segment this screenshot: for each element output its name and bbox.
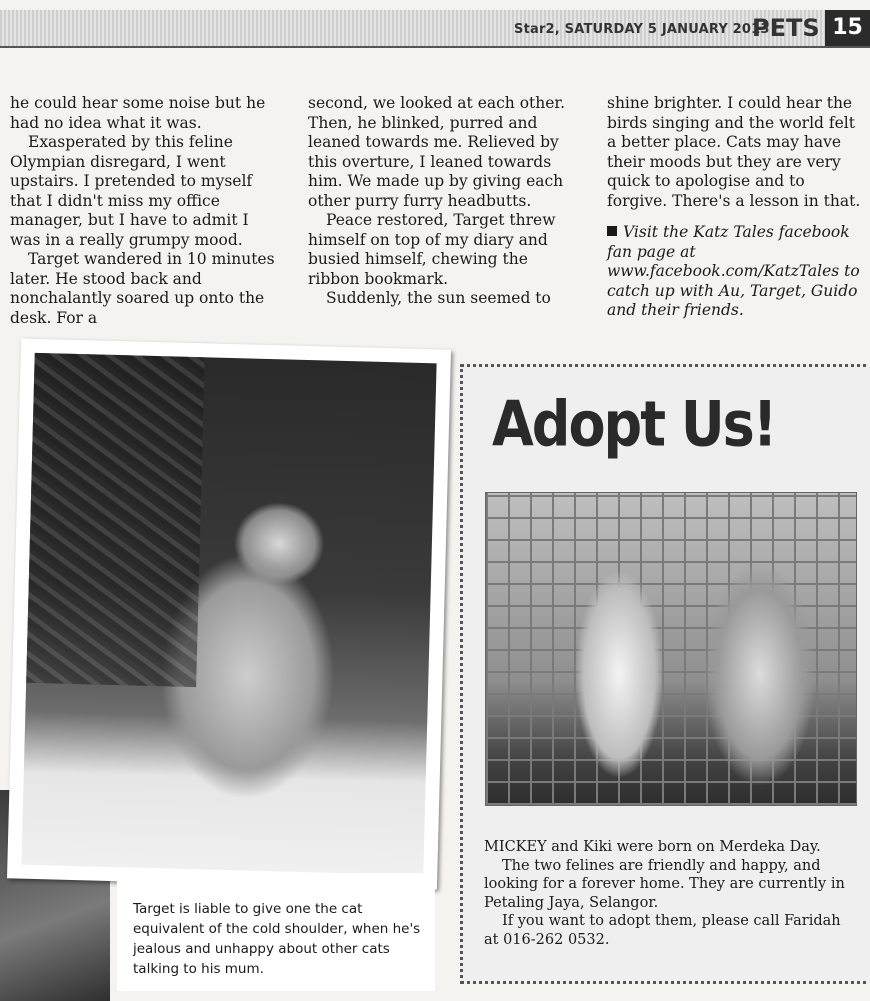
foliage-background: [26, 353, 205, 687]
page-header: [0, 10, 870, 48]
paragraph: shine brighter. I could hear the birds singing and the world felt a better place. Cats may have their moods but they are very quick to apologise and to forgive. There's a lesson in that.: [607, 94, 861, 210]
adopt-description: [484, 838, 856, 949]
section-name: PETS: [752, 14, 820, 42]
paragraph: Target wandered in 10 minutes later. He stood back and nonchalantly soared up onto the desk. For a: [10, 250, 275, 327]
adopt-paragraph: If you want to adopt them, please call Faridah at 016-262 0532.: [484, 913, 841, 948]
article-column-2: [308, 94, 580, 309]
square-bullet-icon: [607, 226, 617, 236]
photo-caption: Target is liable to give one the cat equivalent of the cold shoulder, when he's jealous and unhappy about other cats talking to his mum.: [133, 901, 421, 977]
adopt-paragraph: The two felines are friendly and happy, and looking for a forever home. They are currently in Petaling Jaya, Selangor.: [484, 857, 845, 911]
paragraph: he could hear some noise but he had no idea what it was.: [10, 94, 266, 132]
paragraph: Exasperated by this feline Olympian disregard, I went upstairs. I pretended to myself that I didn't miss my office manager, but I have to admit I was in a really grumpy mood.: [10, 133, 253, 249]
kittens-photo: [485, 492, 857, 806]
dateline: Star2, SATURDAY 5 JANUARY 2013: [514, 22, 770, 37]
photo-caption-box: [117, 873, 435, 991]
article-column-1: [10, 94, 282, 328]
cat-photo-target: [7, 338, 451, 889]
paragraph: second, we looked at each other. Then, he blinked, purred and leaned towards me. Relieved by this overture, I leaned towards him. We made up by giving each other purry furry headbutts.: [308, 94, 566, 210]
paragraph: Peace restored, Target threw himself on top of my diary and busied himself, chewing the ribbon bookmark.: [308, 211, 556, 288]
adopt-paragraph: MICKEY and Kiki were born on Merdeka Day.: [484, 839, 821, 855]
page-number: 15: [825, 10, 870, 46]
adopt-title: Adopt Us!: [492, 388, 776, 461]
article-column-3: [607, 94, 869, 321]
promo-text: Visit the Katz Tales facebook fan page at www.facebook.com/KatzTales to catch up with Au, Target, Guido and their friends.: [607, 223, 860, 319]
paragraph: Suddenly, the sun seemed to: [326, 289, 551, 307]
promo-note: [607, 223, 869, 321]
